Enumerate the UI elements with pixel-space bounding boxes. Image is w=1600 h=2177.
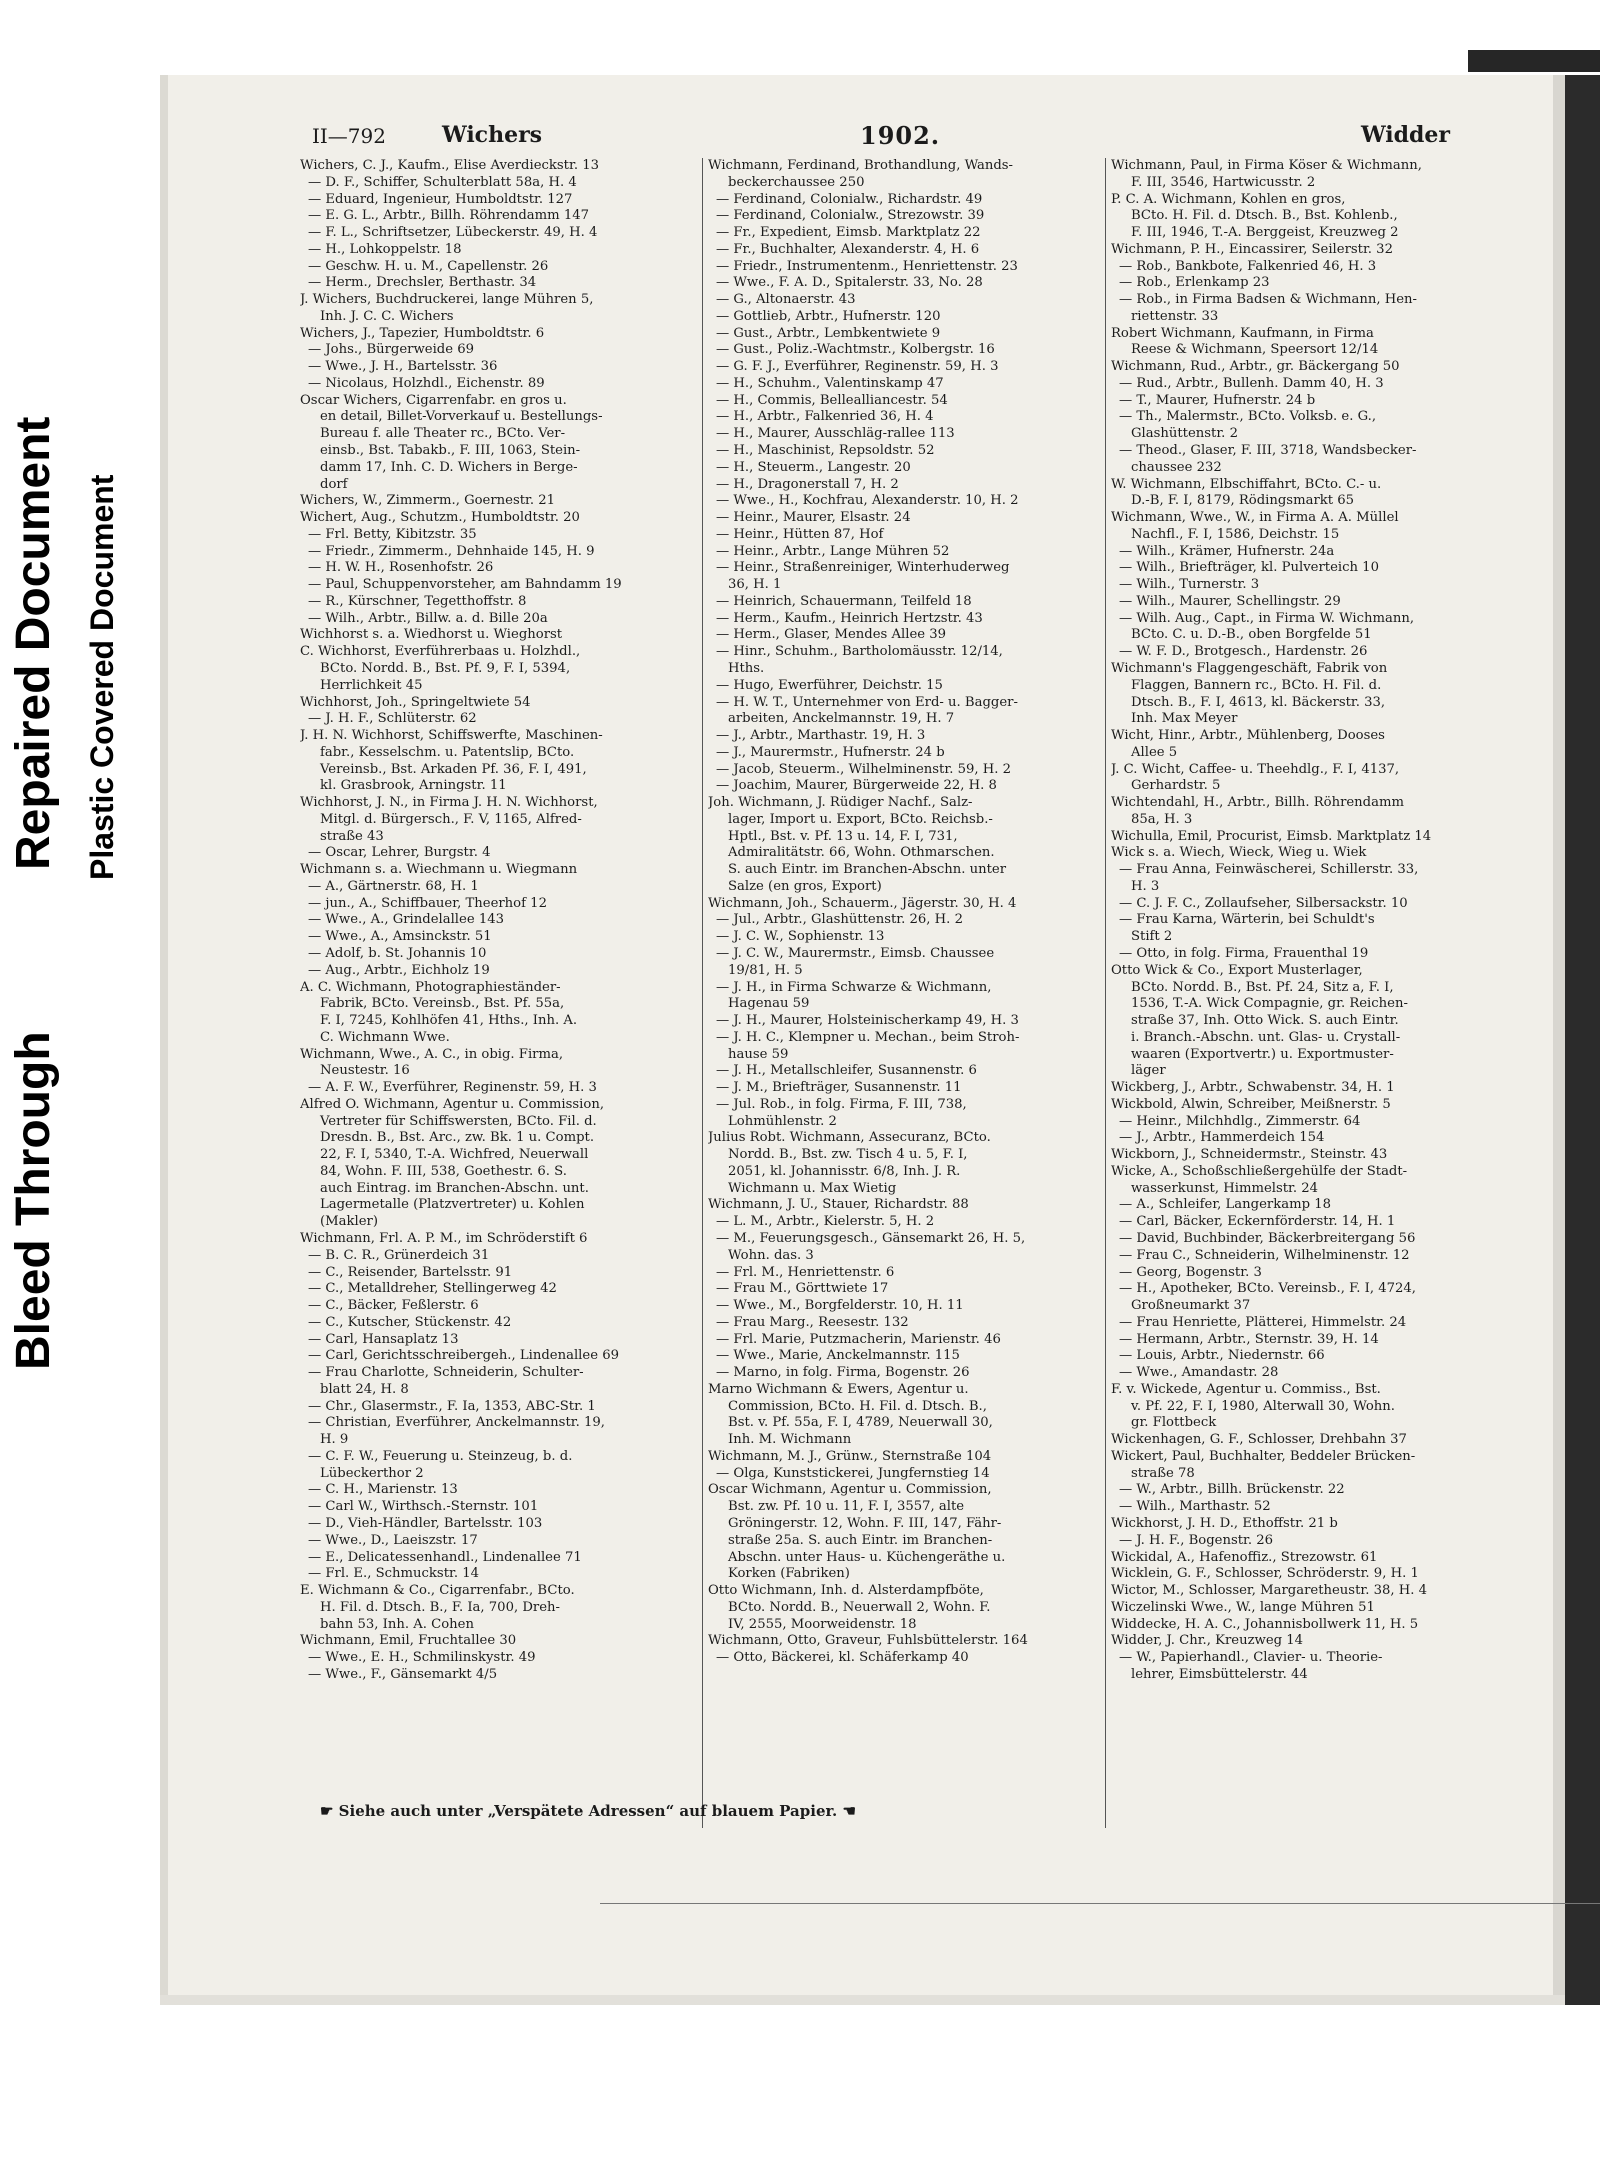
directory-entry: — Wilh., Briefträger, kl. Pulverteich 10 (1119, 560, 1379, 576)
directory-entry: (Makler) (320, 1214, 378, 1230)
directory-entry: Bst. zw. Pf. 10 u. 11, F. I, 3557, alte (728, 1499, 965, 1515)
directory-entry: — Wwe., H., Kochfrau, Alexanderstr. 10, H. 2 (716, 493, 1019, 509)
directory-entry: — jun., A., Schiffbauer, Theerhof 12 (308, 895, 547, 911)
directory-entry: 36, H. 1 (728, 577, 782, 593)
directory-entry: Hptl., Bst. v. Pf. 13 u. 14, F. I, 731, (728, 828, 958, 844)
directory-entry: — Friedr., Zimmerm., Dehnhaide 145, H. 9 (308, 543, 595, 559)
directory-entry: — Jacob, Steuerm., Wilhelminenstr. 59, H. 2 (716, 761, 1012, 777)
directory-entry: — Frau Anna, Feinwäscherei, Schillerstr. 33, (1119, 862, 1419, 878)
directory-entry: straße 25a. S. auch Eintr. im Branchen- (728, 1532, 993, 1548)
directory-entry: BCto. C. u. D.-B., oben Borgfelde 51 (1131, 627, 1372, 643)
directory-entry: straße 78 (1131, 1465, 1195, 1481)
directory-entry: — Gust., Poliz.-Wachtmstr., Kolbergstr. 16 (716, 342, 995, 358)
directory-entry: — Carl, Hansaplatz 13 (308, 1331, 459, 1347)
directory-entry: — Wwe., E. H., Schmilinskystr. 49 (308, 1650, 536, 1666)
directory-entry: F. III, 1946, T.-A. Berggeist, Kreuzweg 2 (1131, 225, 1399, 241)
directory-entry: Wickenhagen, G. F., Schlosser, Drehbahn 37 (1111, 1432, 1407, 1448)
directory-entry: F. I, 7245, Kohlhöfen 41, Hths., Inh. A. (320, 1013, 578, 1029)
directory-entry: lehrer, Eimsbüttelerstr. 44 (1131, 1666, 1308, 1682)
directory-entry: — W., Papierhandl., Clavier- u. Theorie- (1119, 1650, 1383, 1666)
directory-entry: — L. M., Arbtr., Kielerstr. 5, H. 2 (716, 1214, 935, 1230)
directory-entry: Wickborn, J., Schneidermstr., Steinstr. 43 (1111, 1147, 1388, 1163)
directory-entry: — Heinr., Maurer, Elsastr. 24 (716, 510, 911, 526)
directory-entry: — G. F. J., Everführer, Reginenstr. 59, H. 3 (716, 359, 999, 375)
column-1 (300, 158, 695, 1828)
directory-entry: Wichers, W., Zimmerm., Goernestr. 21 (300, 493, 556, 509)
directory-entry: — J., Arbtr., Marthastr. 19, H. 3 (716, 728, 926, 744)
column-2 (708, 158, 1098, 1828)
directory-entry: — Herm., Drechsler, Berthastr. 34 (308, 275, 537, 291)
directory-entry: — Fr., Buchhalter, Alexanderstr. 4, H. 6 (716, 241, 980, 257)
directory-entry: Wichmann's Flaggengeschäft, Fabrik von (1111, 660, 1388, 676)
directory-entry: Wick s. a. Wiech, Wieck, Wieg u. Wiek (1111, 845, 1367, 861)
directory-entry: Inh. J. C. C. Wichers (320, 308, 454, 324)
directory-entry: — Chr., Glasermstr., F. Ia, 1353, ABC-Str. 1 (308, 1398, 596, 1414)
directory-entry: riettenstr. 33 (1131, 308, 1219, 324)
directory-entry: Admiralitätstr. 66, Wohn. Othmarschen. (728, 845, 995, 861)
directory-entry: — Wwe., J. H., Bartelsstr. 36 (308, 359, 498, 375)
directory-entry: — Adolf, b. St. Johannis 10 (308, 945, 487, 961)
directory-entry: Fabrik, BCto. Vereinsb., Bst. Pf. 55a, (320, 996, 565, 1012)
directory-entry: — Rob., in Firma Badsen & Wichmann, Hen- (1119, 292, 1417, 308)
directory-entry: W. Wichmann, Elbschiffahrt, BCto. C.- u. (1111, 476, 1382, 492)
directory-entry: — Geschw. H. u. M., Capellenstr. 26 (308, 258, 549, 274)
directory-entry: Otto Wichmann, Inh. d. Alsterdampfböte, (708, 1583, 984, 1599)
directory-entry: — H. W. T., Unternehmer von Erd- u. Bagger- (716, 694, 1018, 710)
directory-entry: Wichhorst s. a. Wiedhorst u. Wieghorst (300, 627, 563, 643)
directory-entry: — J., Arbtr., Hammerdeich 154 (1119, 1130, 1325, 1146)
directory-entry: Nachfl., F. I, 1586, Deichstr. 15 (1131, 526, 1340, 542)
label-repaired-document: Repaired Document (7, 416, 60, 870)
directory-entry: — Heinr., Hütten 87, Hof (716, 526, 884, 542)
directory-entry: Flaggen, Bannern rc., BCto. H. Fil. d. (1131, 677, 1382, 693)
directory-entry: — H., Arbtr., Falkenried 36, H. 4 (716, 409, 934, 425)
directory-entry: Marno Wichmann & Ewers, Agentur u. (708, 1381, 969, 1397)
directory-entry: — Wwe., D., Laeiszstr. 17 (308, 1532, 478, 1548)
directory-entry: Bst. v. Pf. 55a, F. I, 4789, Neuerwall 30, (728, 1415, 993, 1431)
directory-entry: — C., Metalldreher, Stellingerweg 42 (308, 1281, 557, 1297)
directory-entry: — D. F., Schiffer, Schulterblatt 58a, H. 4 (308, 174, 577, 190)
directory-entry: Wichmann, Wwe., W., in Firma A. A. Müllel (1111, 510, 1399, 526)
directory-entry: — J. C. W., Sophienstr. 13 (716, 929, 885, 945)
directory-entry: blatt 24, H. 8 (320, 1381, 409, 1397)
directory-entry: — Wilh., Krämer, Hufnerstr. 24a (1119, 543, 1335, 559)
directory-entry: — Carl W., Wirthsch.-Sternstr. 101 (308, 1499, 539, 1515)
directory-entry: Wiczelinski Wwe., W., lange Mühren 51 (1111, 1599, 1375, 1615)
directory-entry: — H., Maurer, Ausschläg-rallee 113 (716, 426, 955, 442)
directory-entry: — T., Maurer, Hufnerstr. 24 b (1119, 392, 1316, 408)
directory-entry: — Hermann, Arbtr., Sternstr. 39, H. 14 (1119, 1331, 1379, 1347)
year-heading: 1902. (860, 121, 941, 150)
label-plastic-covered: Plastic Covered Document (84, 474, 120, 880)
directory-entry: Wichmann, J. U., Stauer, Richardstr. 88 (708, 1197, 969, 1213)
directory-entry: Allee 5 (1131, 744, 1178, 760)
directory-entry: — Heinr., Milchhdlg., Zimmerstr. 64 (1119, 1113, 1361, 1129)
directory-entry: — M., Feuerungsgesch., Gänsemarkt 26, H. 5, (716, 1231, 1026, 1246)
directory-entry: Alfred O. Wichmann, Agentur u. Commission, (300, 1096, 605, 1112)
directory-entry: — Wwe., A., Grindelallee 143 (308, 912, 504, 928)
directory-entry: BCto. Nordd. B., Bst. Pf. 9, F. I, 5394, (320, 660, 571, 676)
directory-entry: damm 17, Inh. C. D. Wichers in Berge- (320, 459, 578, 475)
directory-entry: straße 37, Inh. Otto Wick. S. auch Eintr. (1131, 1013, 1399, 1029)
directory-entry: Bureau f. alle Theater rc., BCto. Ver- (320, 426, 566, 442)
condition-labels (0, 330, 150, 1400)
directory-entry: Wichmann, Paul, in Firma Köser & Wichmann, (1111, 158, 1422, 173)
directory-entry: i. Branch.-Abschn. unt. Glas- u. Crystall- (1131, 1029, 1401, 1045)
directory-entry: H. Fil. d. Dtsch. B., F. Ia, 700, Dreh- (320, 1599, 560, 1615)
directory-entry: Wohn. das. 3 (728, 1247, 814, 1263)
directory-entry: — E. G. L., Arbtr., Billh. Röhrendamm 147 (308, 208, 590, 224)
directory-entry: — Theod., Glaser, F. III, 3718, Wandsbecker- (1119, 443, 1417, 459)
directory-entry: — Frl. Betty, Kibitzstr. 35 (308, 526, 477, 542)
directory-entry: — David, Buchbinder, Bäckerbreitergang 56 (1119, 1231, 1416, 1246)
directory-entry: Wichmann, Otto, Graveur, Fuhlsbüttelerstr. 164 (708, 1633, 1028, 1649)
right-catchword: Widder (1360, 122, 1450, 148)
directory-entry: Großneumarkt 37 (1131, 1298, 1251, 1314)
directory-entry: Gröningerstr. 12, Wohn. F. III, 147, Fähr- (728, 1516, 1002, 1532)
directory-entry: D.-B, F. I, 8179, Rödingsmarkt 65 (1131, 493, 1355, 509)
directory-entry: — J. H. C., Klempner u. Mechan., beim Stroh- (716, 1029, 1020, 1045)
column-rule (702, 158, 703, 1828)
directory-entry: — A. F. W., Everführer, Reginenstr. 59, H. 3 (308, 1080, 597, 1096)
directory-page (300, 118, 1480, 1908)
directory-entry: — A., Gärtnerstr. 68, H. 1 (308, 878, 479, 894)
directory-entry: J. C. Wicht, Caffee- u. Theehdlg., F. I, 4137, (1111, 761, 1400, 777)
directory-entry: 19/81, H. 5 (728, 962, 803, 978)
directory-entry: — Frl. Marie, Putzmacherin, Marienstr. 46 (716, 1331, 1001, 1347)
directory-entry: Widdecke, H. A. C., Johannisbollwerk 11, H. 5 (1111, 1616, 1419, 1632)
directory-entry: Reese & Wichmann, Speersort 12/14 (1131, 342, 1379, 358)
directory-entry: einsb., Bst. Tabakb., F. III, 1063, Stein- (320, 443, 581, 459)
column-rule (1105, 158, 1106, 1828)
directory-entry: läger (1131, 1063, 1166, 1079)
directory-entry: — J. H. F., Bogenstr. 26 (1119, 1532, 1274, 1548)
label-bleed-through: Bleed Through (7, 1031, 60, 1370)
directory-entry: — Ferdinand, Colonialw., Strezowstr. 39 (716, 208, 985, 224)
directory-entry: — Rud., Arbtr., Bullenh. Damm 40, H. 3 (1119, 375, 1384, 391)
directory-entry: Wichmann, Joh., Schauerm., Jägerstr. 30, H. 4 (708, 895, 1017, 911)
bottom-rule (600, 1903, 1600, 1904)
directory-entry: bahn 53, Inh. A. Cohen (320, 1616, 474, 1632)
directory-entry: Vereinsb., Bst. Arkaden Pf. 36, F. I, 491, (320, 761, 587, 777)
directory-entry: — Wwe., Amandastr. 28 (1119, 1365, 1279, 1381)
directory-entry: H. 9 (320, 1432, 349, 1448)
directory-entry: en detail, Billet-Vorverkauf u. Bestellungs- (320, 409, 603, 425)
directory-entry: Abschn. unter Haus- u. Küchengeräthe u. (728, 1549, 1006, 1565)
directory-entry: Wichmann, Frl. A. P. M., im Schröderstift 6 (300, 1231, 588, 1246)
directory-entry: — Friedr., Instrumentenm., Henriettenstr. 23 (716, 258, 1018, 274)
directory-entry: Wichmann u. Max Wietig (728, 1180, 897, 1196)
directory-entry: Wickbold, Alwin, Schreiber, Meißnerstr. 5 (1111, 1096, 1391, 1112)
directory-entry: — Paul, Schuppenvorsteher, am Bahndamm 19 (308, 577, 622, 593)
directory-entry: — J. M., Briefträger, Susannenstr. 11 (716, 1080, 962, 1096)
directory-entry: — Gottlieb, Arbtr., Hufnerstr. 120 (716, 308, 941, 324)
directory-entry: Wictor, M., Schlosser, Margaretheustr. 38, H. 4 (1111, 1583, 1428, 1599)
directory-entry: Joh. Wichmann, J. Rüdiger Nachf., Salz- (708, 795, 973, 811)
directory-entry: Mitgl. d. Bürgersch., F. V, 1165, Alfred- (320, 811, 582, 827)
directory-entry: — H., Schuhm., Valentinskamp 47 (716, 375, 944, 391)
directory-entry: kl. Grasbrook, Arningstr. 11 (320, 778, 507, 794)
directory-entry: — Frl. E., Schmuckstr. 14 (308, 1566, 480, 1582)
directory-entry: — Hugo, Ewerführer, Deichstr. 15 (716, 677, 943, 693)
directory-entry: Otto Wick & Co., Export Musterlager, (1111, 962, 1363, 978)
directory-entry: — Jul. Rob., in folg. Firma, F. III, 738, (716, 1096, 967, 1112)
directory-entry: — Ferdinand, Colonialw., Richardstr. 49 (716, 191, 983, 207)
directory-entry: — H., Lohkoppelstr. 18 (308, 241, 462, 257)
directory-entry: Wickert, Paul, Buchhalter, Beddeler Brücken- (1111, 1448, 1416, 1464)
directory-entry: F. v. Wickede, Agentur u. Commiss., Bst. (1111, 1381, 1381, 1397)
directory-entry: Oscar Wichmann, Agentur u. Commission, (708, 1482, 992, 1498)
directory-entry: — H., Dragonerstall 7, H. 2 (716, 476, 899, 492)
directory-entry: waaren (Exportvertr.) u. Exportmuster- (1131, 1046, 1394, 1062)
directory-entry: — C., Kutscher, Stückenstr. 42 (308, 1314, 512, 1330)
directory-entry: — Frau M., Görttwiete 17 (716, 1281, 889, 1297)
directory-entry: — Wwe., F. A. D., Spitalerstr. 33, No. 28 (716, 275, 983, 291)
directory-entry: F. III, 3546, Hartwicusstr. 2 (1131, 174, 1316, 190)
directory-entry: A. C. Wichmann, Photographieständer- (300, 979, 561, 995)
directory-entry: — C., Reisender, Bartelsstr. 91 (308, 1264, 513, 1280)
directory-entry: — H., Apotheker, BCto. Vereinsb., F. I, 4724, (1119, 1281, 1416, 1297)
pointing-hand-icon: ☛ (320, 1802, 339, 1820)
directory-entry: — Carl, Gerichtsschreibergeh., Lindenallee 69 (308, 1348, 619, 1364)
directory-entry: — C. H., Marienstr. 13 (308, 1482, 458, 1498)
directory-entry: 84, Wohn. F. III, 538, Goethestr. 6. S. (320, 1163, 567, 1179)
directory-entry: — Wilh., Maurer, Schellingstr. 29 (1119, 593, 1341, 609)
directory-entry: Wichhorst, J. N., in Firma J. H. N. Wichhorst, (300, 795, 598, 811)
page-edge-right-dark (1565, 75, 1600, 2005)
directory-entry: wasserkunst, Himmelstr. 24 (1131, 1180, 1319, 1196)
directory-entry: BCto. Nordd. B., Bst. Pf. 24, Sitz a, F. I, (1131, 979, 1394, 995)
directory-entry: auch Eintrag. im Branchen-Abschn. unt. (320, 1180, 589, 1196)
directory-entry: Nordd. B., Bst. zw. Tisch 4 u. 5, F. I, (728, 1147, 968, 1163)
directory-entry: — Olga, Kunststickerei, Jungfernstieg 14 (716, 1465, 990, 1481)
directory-entry: Wichmann, P. H., Eincassirer, Seilerstr. 32 (1111, 241, 1393, 257)
directory-entry: Wichmann s. a. Wiechmann u. Wiegmann (300, 862, 578, 878)
directory-entry: — H. W. H., Rosenhofstr. 26 (308, 560, 494, 576)
directory-entry: — Joachim, Maurer, Bürgerweide 22, H. 8 (716, 778, 997, 794)
directory-entry: Wichmann, Ferdinand, Brothandlung, Wands- (708, 158, 1014, 173)
page-edge-right-light (1553, 75, 1565, 2005)
directory-entry: 22, F. I, 5340, T.-A. Wichfred, Neuerwall (320, 1147, 589, 1163)
directory-entry: Wichmann, Emil, Fruchtallee 30 (300, 1633, 517, 1649)
directory-entry: Korken (Fabriken) (728, 1566, 850, 1582)
directory-entry: — E., Delicatessenhandl., Lindenallee 71 (308, 1549, 582, 1565)
directory-entry: Herrlichkeit 45 (320, 677, 423, 693)
directory-entry: Wichulla, Emil, Procurist, Eimsb. Marktplatz 14 (1111, 828, 1432, 844)
directory-entry: — Wilh., Arbtr., Billw. a. d. Bille 20a (308, 610, 548, 626)
directory-entry: IV, 2555, Moorweidenstr. 18 (728, 1616, 917, 1632)
directory-entry: v. Pf. 22, F. I, 1980, Alterwall 30, Wohn. (1131, 1398, 1395, 1414)
directory-entry: — Otto, Bäckerei, kl. Schäferkamp 40 (716, 1650, 969, 1666)
directory-entry: Wicht, Hinr., Arbtr., Mühlenberg, Dooses (1111, 728, 1385, 744)
directory-entry: Salze (en gros, Export) (728, 878, 882, 894)
directory-entry: gr. Flottbeck (1131, 1415, 1217, 1431)
directory-entry: Widder, J. Chr., Kreuzweg 14 (1111, 1633, 1304, 1649)
directory-entry: — Heinr., Straßenreiniger, Winterhuderweg (716, 560, 1010, 576)
directory-entry: — W., Arbtr., Billh. Brückenstr. 22 (1119, 1482, 1345, 1498)
left-catchword: Wichers (442, 122, 543, 148)
directory-entry: — H., Steuerm., Langestr. 20 (716, 459, 911, 475)
page-edge-bottom (160, 1995, 1565, 2005)
footer-text: Siehe auch unter „Verspätete Adressen“ auf blauem Papier. (338, 1802, 838, 1820)
directory-entry: — Wilh. Aug., Capt., in Firma W. Wichmann, (1119, 610, 1415, 626)
directory-entry: — Frau Henriette, Plätterei, Himmelstr. 24 (1119, 1314, 1407, 1330)
directory-entry: — Frau Karna, Wärterin, bei Schuldt's (1119, 912, 1375, 928)
directory-entry: — Frau Marg., Reesestr. 132 (716, 1314, 909, 1330)
directory-entry: Wichert, Aug., Schutzm., Humboldtstr. 20 (300, 510, 580, 526)
directory-entry: — Aug., Arbtr., Eichholz 19 (308, 962, 490, 978)
directory-entry: — J. H., Metallschleifer, Susannenstr. 6 (716, 1063, 977, 1079)
directory-entry: Inh. M. Wichmann (728, 1432, 852, 1448)
directory-entry: Wichmann, Rud., Arbtr., gr. Bäckergang 50 (1111, 359, 1400, 375)
directory-entry: Glashüttenstr. 2 (1131, 426, 1238, 442)
directory-entry: — J. H., Maurer, Holsteinischerkamp 49, H. 3 (716, 1013, 1019, 1029)
directory-entry: dorf (320, 476, 348, 492)
directory-entry: — Eduard, Ingenieur, Humboldtstr. 127 (308, 191, 573, 207)
directory-entry: — Johs., Bürgerweide 69 (308, 342, 475, 358)
directory-entry: — Georg, Bogenstr. 3 (1119, 1264, 1262, 1280)
directory-entry: Wicklein, G. F., Schlosser, Schröderstr. 9, H. 1 (1111, 1566, 1419, 1582)
directory-entry: — J. C. W., Maurermstr., Eimsb. Chaussee (716, 945, 995, 961)
directory-entry: hause 59 (728, 1046, 789, 1062)
directory-entry: Wichmann, M. J., Grünw., Sternstraße 104 (708, 1448, 992, 1464)
directory-entry: 2051, kl. Johannisstr. 6/8, Inh. J. R. (728, 1163, 961, 1179)
directory-entry: — R., Kürschner, Tegetthoffstr. 8 (308, 593, 527, 609)
directory-entry: — H., Maschinist, Repsoldstr. 52 (716, 443, 935, 459)
directory-entry: — Wilh., Marthastr. 52 (1119, 1499, 1271, 1515)
directory-entry: — Rob., Erlenkamp 23 (1119, 275, 1270, 291)
directory-entry: — Wilh., Turnerstr. 3 (1119, 577, 1260, 593)
directory-entry: Wichers, J., Tapezier, Humboldtstr. 6 (300, 325, 545, 341)
directory-entry: Stift 2 (1131, 929, 1173, 945)
directory-entry: Wicke, A., Schoßschließergehülfe der Stadt- (1111, 1163, 1408, 1179)
directory-entry: beckerchaussee 250 (728, 174, 865, 190)
directory-entry: Oscar Wichers, Cigarrenfabr. en gros u. (300, 392, 567, 408)
directory-entry: — D., Vieh-Händler, Bartelsstr. 103 (308, 1516, 543, 1532)
directory-entry: — A., Schleifer, Langerkamp 18 (1119, 1197, 1331, 1213)
footer-note (320, 1802, 1500, 1820)
directory-entry: Lübeckerthor 2 (320, 1465, 424, 1481)
directory-entry: BCto. Nordd. B., Neuerwall 2, Wohn. F. (728, 1599, 991, 1615)
directory-entry: Gerhardstr. 5 (1131, 778, 1221, 794)
directory-entry: — Wwe., Marie, Anckelmannstr. 115 (716, 1348, 960, 1364)
directory-entry: — C. J. F. C., Zollaufseher, Silbersackstr. 10 (1119, 895, 1408, 911)
directory-entry: Wickberg, J., Arbtr., Schwabenstr. 34, H. 1 (1111, 1080, 1395, 1096)
directory-entry: J. H. N. Wichhorst, Schiffswerfte, Maschinen- (300, 728, 603, 744)
directory-entry: C. Wichmann Wwe. (320, 1029, 450, 1045)
directory-entry: — Jul., Arbtr., Glashüttenstr. 26, H. 2 (716, 912, 963, 928)
directory-entry: S. auch Eintr. im Branchen-Abschn. unter (728, 862, 1007, 878)
directory-entry: Wickhorst, J. H. D., Ethoffstr. 21 b (1111, 1516, 1338, 1532)
directory-entry: — J., Maurermstr., Hufnerstr. 24 b (716, 744, 945, 760)
directory-entry: Wichers, C. J., Kaufm., Elise Averdieckstr. 13 (300, 158, 599, 173)
directory-entry: Wichmann, Wwe., A. C., in obig. Firma, (300, 1046, 564, 1062)
directory-entry: — Carl, Bäcker, Eckernförderstr. 14, H. 1 (1119, 1214, 1396, 1230)
directory-entry: — Nicolaus, Holzhdl., Eichenstr. 89 (308, 375, 545, 391)
directory-entry: — Fr., Expedient, Eimsb. Marktplatz 22 (716, 225, 981, 241)
directory-entry: — Louis, Arbtr., Niedernstr. 66 (1119, 1348, 1325, 1364)
directory-entry: straße 43 (320, 828, 384, 844)
directory-entry: — W. F. D., Brotgesch., Hardenstr. 26 (1119, 644, 1368, 660)
directory-entry: — J. H., in Firma Schwarze & Wichmann, (716, 979, 992, 995)
directory-entry: E. Wichmann & Co., Cigarrenfabr., BCto. (300, 1583, 575, 1599)
top-margin (0, 0, 1600, 50)
page-edge-left (160, 75, 168, 2005)
directory-entry: Wickidal, A., Hafenoffiz., Strezowstr. 61 (1111, 1549, 1378, 1565)
directory-entry: fabr., Kesselschm. u. Patentslip, BCto. (320, 744, 575, 760)
running-header (300, 118, 1480, 154)
directory-entry: Wichhorst, Joh., Springeltwiete 54 (300, 694, 531, 710)
directory-entry: Vertreter für Schiffswersten, BCto. Fil. d. (320, 1113, 597, 1129)
directory-entry: — F. L., Schriftsetzer, Lübeckerstr. 49, H. 4 (308, 225, 598, 241)
directory-entry: Lagermetalle (Platzvertreter) u. Kohlen (320, 1197, 585, 1213)
column-3 (1111, 158, 1481, 1828)
directory-entry: — Frau Charlotte, Schneiderin, Schulter- (308, 1365, 584, 1381)
directory-entry: — Frau C., Schneiderin, Wilhelminenstr. 12 (1119, 1247, 1410, 1263)
directory-entry: — B. C. R., Grünerdeich 31 (308, 1247, 490, 1263)
directory-entry: H. 3 (1131, 878, 1160, 894)
directory-entry: — C., Bäcker, Feßlerstr. 6 (308, 1298, 479, 1314)
page-number: II—792 (312, 124, 386, 148)
directory-entry: Dtsch. B., F. I, 4613, kl. Bäckerstr. 33, (1131, 694, 1386, 710)
directory-entry: — Rob., Bankbote, Falkenried 46, H. 3 (1119, 258, 1377, 274)
directory-entry: — Oscar, Lehrer, Burgstr. 4 (308, 845, 491, 861)
directory-entry: — Frl. M., Henriettenstr. 6 (716, 1264, 895, 1280)
directory-entry: Julius Robt. Wichmann, Assecuranz, BCto. (708, 1130, 991, 1146)
directory-entry: Inh. Max Meyer (1131, 711, 1238, 727)
directory-entry: — Wwe., M., Borgfelderstr. 10, H. 11 (716, 1298, 964, 1314)
directory-entry: — Gust., Arbtr., Lembkentwiete 9 (716, 325, 941, 341)
directory-entry: — Hinr., Schuhm., Bartholomäusstr. 12/14, (716, 644, 1003, 660)
directory-entry: C. Wichhorst, Everführerbaas u. Holzhdl., (300, 644, 581, 660)
directory-entry: Neustestr. 16 (320, 1063, 410, 1079)
directory-entry: Commission, BCto. H. Fil. d. Dtsch. B., (728, 1398, 987, 1414)
directory-entry: — G., Altonaerstr. 43 (716, 292, 856, 308)
directory-entry: — Wwe., A., Amsinckstr. 51 (308, 929, 492, 945)
directory-entry: BCto. H. Fil. d. Dtsch. B., Bst. Kohlenb., (1131, 208, 1398, 224)
directory-entry: — Th., Malermstr., BCto. Volksb. e. G., (1119, 409, 1377, 425)
directory-entry: 85a, H. 3 (1131, 811, 1193, 827)
directory-entry: arbeiten, Anckelmannstr. 19, H. 7 (728, 711, 955, 727)
dark-corner (1468, 50, 1600, 72)
directory-entry: 1536, T.-A. Wick Compagnie, gr. Reichen- (1131, 996, 1408, 1012)
directory-entry: Lohmühlenstr. 2 (728, 1113, 837, 1129)
directory-entry: — C. F. W., Feuerung u. Steinzeug, b. d. (308, 1448, 573, 1464)
directory-entry: — Wwe., F., Gänsemarkt 4/5 (308, 1666, 498, 1682)
directory-entry: — Christian, Everführer, Anckelmannstr. 19, (308, 1415, 605, 1431)
directory-entry: — Heinrich, Schauermann, Teilfeld 18 (716, 593, 972, 609)
directory-entry: P. C. A. Wichmann, Kohlen en gros, (1111, 191, 1346, 207)
directory-entry: lager, Import u. Export, BCto. Reichsb.- (728, 811, 993, 827)
pointing-hand-icon: ☚ (837, 1802, 856, 1820)
directory-entry: J. Wichers, Buchdruckerei, lange Mühren 5, (300, 292, 594, 308)
directory-entry: Hagenau 59 (728, 996, 810, 1012)
directory-entry: — Otto, in folg. Firma, Frauenthal 19 (1119, 945, 1369, 961)
directory-entry: — Herm., Kaufm., Heinrich Hertzstr. 43 (716, 610, 983, 626)
directory-entry: — H., Commis, Bellealliancestr. 54 (716, 392, 948, 408)
directory-entry: — Heinr., Arbtr., Lange Mühren 52 (716, 543, 950, 559)
directory-entry: Robert Wichmann, Kaufmann, in Firma (1111, 325, 1374, 341)
directory-entry: chaussee 232 (1131, 459, 1222, 475)
directory-entry: Dresdn. B., Bst. Arc., zw. Bk. 1 u. Compt. (320, 1130, 595, 1146)
directory-entry: — Herm., Glaser, Mendes Allee 39 (716, 627, 947, 643)
directory-entry: — J. H. F., Schlüterstr. 62 (308, 711, 477, 727)
directory-entry: Wichtendahl, H., Arbtr., Billh. Röhrendamm (1111, 795, 1404, 811)
directory-entry: — Marno, in folg. Firma, Bogenstr. 26 (716, 1365, 970, 1381)
directory-entry: Hths. (728, 660, 765, 676)
